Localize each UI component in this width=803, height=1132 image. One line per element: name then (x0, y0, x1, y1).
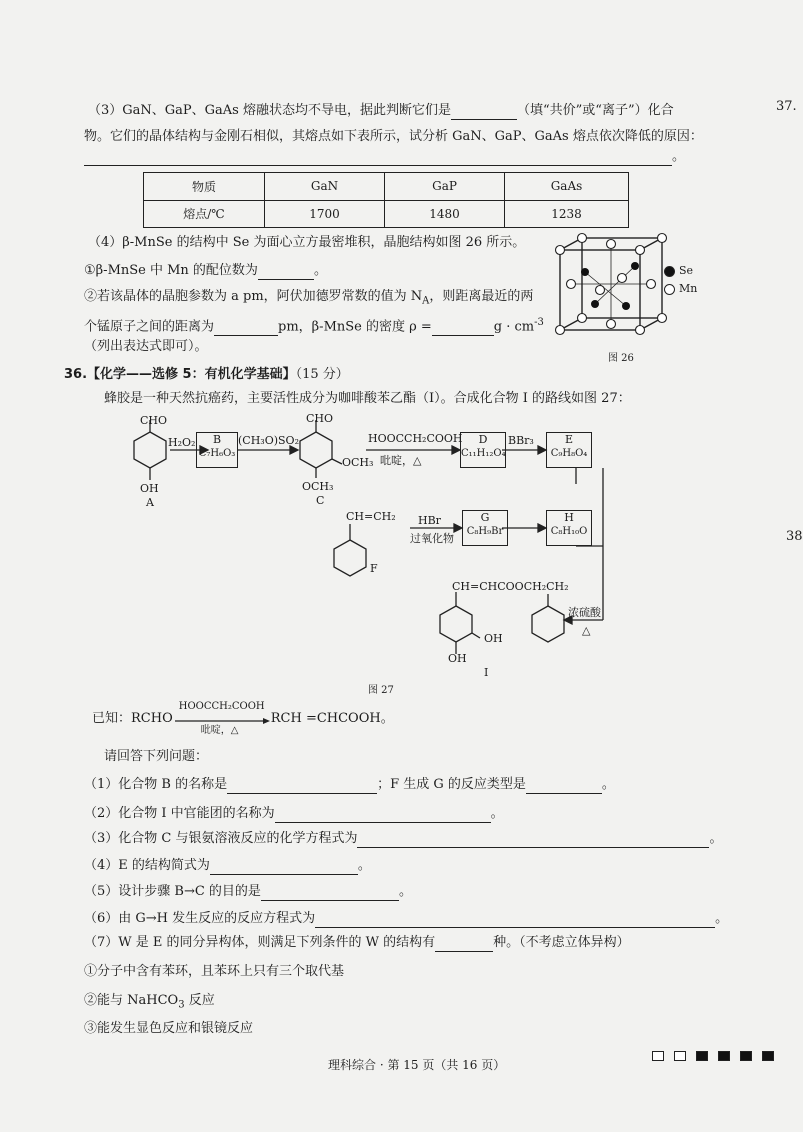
answer-prompt: 请回答下列问题： (104, 749, 209, 764)
square-mark-icon (762, 1051, 774, 1061)
compound-e-box: E C₉H₈O₄ (546, 432, 592, 468)
figure-26-caption: 图 26 (608, 353, 634, 364)
q2-blank-functional-groups[interactable] (275, 808, 491, 823)
square-mark-icon (652, 1051, 664, 1061)
se-dot-icon (664, 266, 675, 277)
compound-h-box: H C₈H₁₀O (546, 510, 592, 546)
condition-1: ①分子中含有苯环，且苯环上只有三个取代基 (84, 964, 345, 979)
reagent-h2o2: H₂O₂ (168, 436, 196, 449)
melting-point-table (143, 172, 629, 228)
benzene-ring-i-phenyl (532, 606, 564, 642)
side-number-38: 38 (786, 529, 803, 544)
q1-blank-name[interactable] (227, 779, 377, 794)
compound-i-chain: CH=CHCOOCH₂CH₂ (452, 580, 569, 593)
q6-blank-equation[interactable] (315, 913, 715, 928)
compound-c-label: C (316, 494, 325, 507)
reagent-heat: △ (582, 624, 591, 637)
question-2: （2）化合物 I 中官能团的名称为 。 (84, 806, 504, 821)
square-mark-icon (740, 1051, 752, 1061)
q7-blank-count[interactable] (435, 937, 493, 952)
table-header-row (144, 173, 629, 201)
q3-line3: 。 (84, 148, 685, 166)
table-header-cell: GaN (265, 173, 385, 201)
question-1: （1）化合物 B 的名称是 ；F 生成 G 的反应类型是 。 (84, 777, 615, 792)
table-row (144, 200, 629, 228)
square-mark-icon (696, 1051, 708, 1061)
q3-line1: （3）GaN、GaP、GaAs 熔融状态均不导电，据此判断它们是 （填“共价”或“离子”）化合 (88, 103, 674, 118)
se-atoms (581, 262, 639, 310)
question-5: （5）设计步骤 B→C 的目的是 。 (84, 884, 412, 899)
q3-blank-reason[interactable] (84, 151, 672, 166)
compound-a-label: A (146, 496, 154, 509)
compound-c-cho: CHO (306, 412, 334, 425)
question-3: （3）化合物 C 与银氨溶液反应的化学方程式为 。 (84, 831, 723, 846)
condition-3: ③能发生显色反应和银镜反应 (84, 1021, 254, 1036)
compound-d-box: D C₁₁H₁₂O₄ (460, 432, 506, 468)
reagent-pyridine-heat: 吡啶，△ (380, 454, 422, 467)
q4-blank-distance[interactable] (214, 321, 278, 336)
question-6: （6）由 G→H 发生反应的反应方程式为 。 (84, 911, 729, 926)
compound-c-och3-2: OCH₃ (302, 480, 334, 493)
compound-f-label: F (370, 562, 378, 575)
square-mark-icon (674, 1051, 686, 1061)
q5-blank-purpose[interactable] (261, 886, 399, 901)
known-reaction: 已知：RCHO HOOCCH₂COOH 吡啶，△ RCH =CHCOOH。 (92, 701, 394, 736)
square-mark-icon (718, 1051, 730, 1061)
reagent-peroxide: 过氧化物 (410, 532, 454, 545)
q4-line1: （4）β-MnSe 的结构中 Se 为面心立方最密堆积，晶胞结构如图 26 所示。 (88, 235, 526, 250)
q4-sub2-line3: （列出表达式即可）。 (84, 339, 208, 354)
q4-sub2-line1: ②若该晶体的晶胞参数为 a pm，阿伏加德罗常数的值为 $N_A$，则距离最近的两 (84, 289, 534, 307)
q4-blank-coordination[interactable] (258, 265, 314, 280)
known-arrow: HOOCCH₂COOH 吡啶，△ (173, 710, 271, 728)
q4-sub2-line2: 个锰原子之间的距离为 pm，β-MnSe 的密度 $\rho = g \cdot cm^{-3}$ (84, 317, 544, 335)
reagent-conc-sulfuric: 浓硫酸 (568, 606, 601, 619)
q1-blank-reaction-type[interactable] (526, 779, 602, 794)
reagent-hbr: HBr (418, 514, 441, 527)
compound-g-box: G C₈H₉Br (462, 510, 508, 546)
table-header-cell: GaAs (505, 173, 629, 201)
benzene-ring-f (334, 540, 366, 576)
benzene-ring-i-catechol (440, 606, 472, 642)
benzene-ring-a (134, 432, 166, 468)
q3-blank-equation[interactable] (357, 833, 709, 848)
question-4: （4）E 的结构简式为 。 (84, 858, 371, 873)
condition-2: ②能与 NaHCO$_3$ 反应 (84, 993, 215, 1011)
compound-i-oh2: OH (448, 652, 467, 665)
reagent-dimethyl-sulfate: (CH₃O)SO₂ (238, 434, 299, 447)
q36-header: 36.【化学——选修 5：有机化学基础】（15 分） (64, 367, 349, 382)
q36-intro: 蜂胶是一种天然抗癌药，主要活性成分为咖啡酸苯乙酯（I）。合成化合物 I 的路线如图 27： (104, 391, 631, 406)
table-cell: 1238 (505, 200, 629, 228)
q4-sub1: ①β-MnSe 中 Mn 的配位数为 。 (84, 263, 327, 278)
table-cell: 1480 (385, 200, 505, 228)
mn-dot-icon (664, 284, 675, 295)
table-header-cell: 物质 (144, 173, 265, 201)
compound-a-cho: CHO (140, 414, 168, 427)
compound-a-oh: OH (140, 482, 159, 495)
legend-se: Se (664, 262, 693, 280)
compound-b-box: B C₇H₆O₃ (196, 432, 238, 468)
table-header-cell: GaP (385, 173, 505, 201)
figure-27-caption: 图 27 (368, 685, 394, 696)
q4-blank-structure[interactable] (210, 860, 358, 875)
side-number-37: 37. (776, 99, 797, 114)
q3-line2: 物。它们的晶体结构与金刚石相似，其熔点如下表所示，试分析 GaN、GaP、GaAs 熔点依次降低的原因： (84, 129, 703, 144)
reagent-bbr3: BBr₃ (508, 434, 534, 447)
benzene-ring-c (300, 432, 332, 468)
reagent-malonic-acid: HOOCCH₂COOH (368, 432, 463, 445)
legend-mn: Mn (664, 280, 697, 298)
table-cell: 1700 (265, 200, 385, 228)
table-row-label: 熔点/℃ (144, 200, 265, 228)
footer-marks (642, 1046, 774, 1065)
q4-blank-density[interactable] (432, 321, 494, 336)
page-footer: 理科综合 · 第 15 页（共 16 页） (328, 1058, 506, 1072)
question-7: （7）W 是 E 的同分异构体，则满足下列条件的 W 的结构有 种。（不考虑立体异构） (84, 935, 630, 950)
compound-i-oh1: OH (484, 632, 503, 645)
compound-f-vinyl: CH=CH₂ (346, 510, 396, 523)
compound-c-och3-1: OCH₃ (342, 456, 374, 469)
compound-i-label: I (484, 666, 489, 679)
q3-blank-bond-type[interactable] (451, 105, 517, 120)
